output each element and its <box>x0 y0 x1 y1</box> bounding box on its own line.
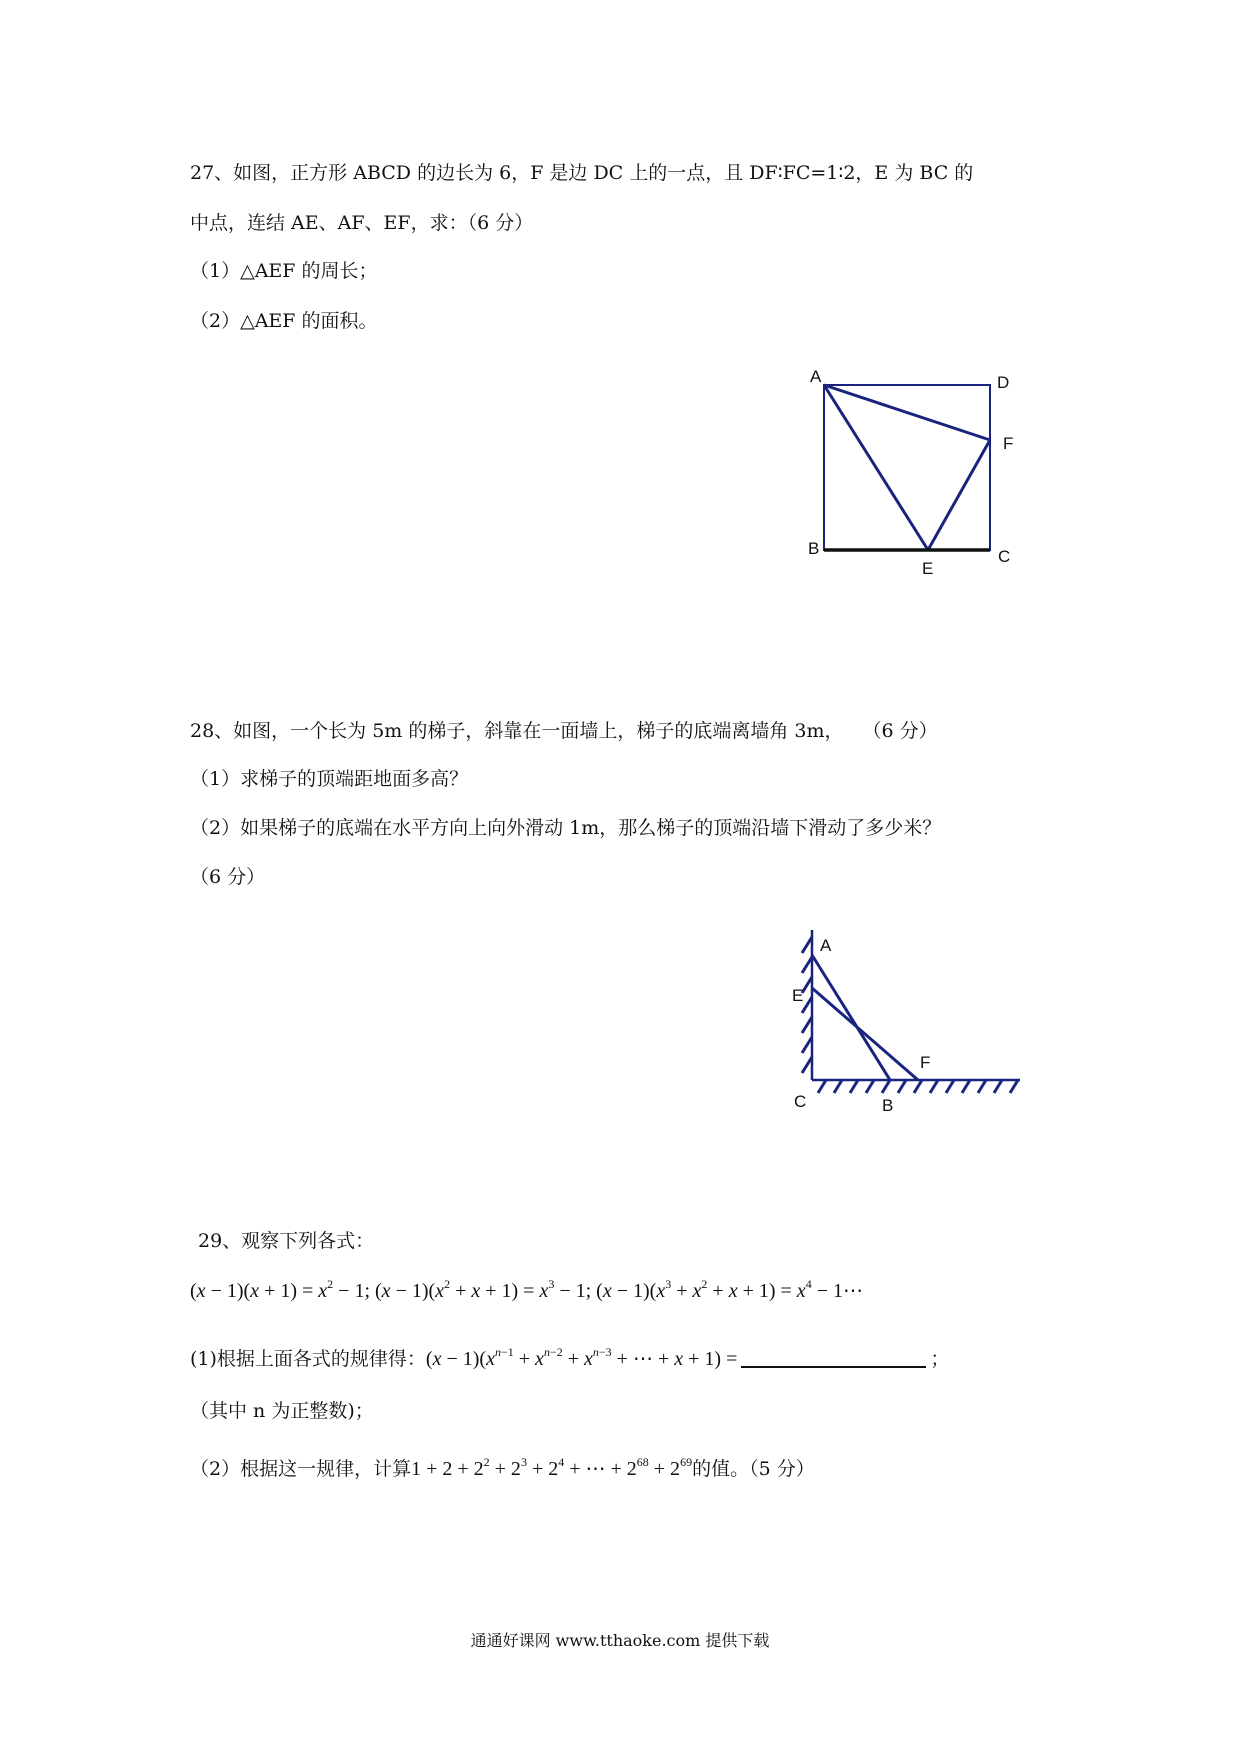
q28-sub2: （2）如果梯子的底端在水平方向上向外滑动 1m，那么梯子的顶端沿墙下滑动了多少米？ <box>190 817 942 839</box>
label-e: E <box>922 559 934 578</box>
q27-line1: 27、如图，正方形 ABCD 的边长为 6，F 是边 DC 上的一点，且 DF∶FC=1∶2，E 为 BC 的 <box>190 162 974 184</box>
label-f: F <box>1003 434 1014 453</box>
q28-line1: 28、如图，一个长为 5m 的梯子，斜靠在一面墙上，梯子的底端离墙角 3m， （6 分） <box>190 720 938 742</box>
label-a: A <box>810 367 822 386</box>
label-c: C <box>794 1092 807 1111</box>
q29-sub2-formula: $1 + 2 + 2^2 + 2^3 + 2^4$ + ⋯ + $2^{68} + 2^{69}$ <box>411 1455 693 1480</box>
q29-observed-formulas: $(x - 1)(x + 1) = x^2 - 1$; $(x - 1)(x^2 + x + 1) = x^3 - 1$; $(x - 1)(x^3 + x^2 + x + 1) = x^4$ − 1⋯ <box>190 1277 863 1302</box>
q29-sub2-suffix: 的值。（5 分） <box>692 1458 815 1480</box>
wall-hatch-marks <box>802 937 812 1073</box>
ladder-ab <box>812 955 890 1080</box>
q29-answer-blank <box>741 1348 926 1368</box>
q28-sub2-points: （6 分） <box>190 866 266 888</box>
q29-sub1-formula: $(x - 1)(x^{n-1} + x^{n-2} + x^{n-3}$ + ⋯ + x + 1) = <box>425 1345 738 1370</box>
q28-sub1: （1）求梯子的顶端距地面多高？ <box>190 768 469 790</box>
q27-sub2: （2）△AEF 的面积。 <box>190 310 378 332</box>
q29-sub1-note: （其中 n 为正整数)； <box>190 1400 374 1422</box>
label-a: A <box>820 936 832 955</box>
q27-sub1: （1）△AEF 的周长； <box>190 260 378 282</box>
label-c: C <box>998 547 1011 566</box>
label-d: D <box>997 373 1010 392</box>
q29-sub2-prefix: （2）根据这一规律，计算 <box>190 1458 412 1480</box>
label-f: F <box>920 1053 931 1072</box>
label-b: B <box>808 539 820 558</box>
q29-line1: 29、观察下列各式： <box>198 1230 375 1252</box>
q29-sub2 <box>190 1456 815 1482</box>
label-b: B <box>882 1096 894 1115</box>
segment-af <box>824 385 990 440</box>
q27-line2: 中点，连结 AE、AF、EF，求：（6 分） <box>190 212 534 234</box>
ladder-ef <box>812 988 918 1080</box>
segment-ef <box>928 440 990 550</box>
q29-sub1: (1)根据上面各式的规律得：$(x - 1)(x^{n-1} + x^{n-2} + x^{n-3}$ + ⋯ + x + 1) = ； <box>190 1345 950 1370</box>
page-footer: 通通好课网 www.tthaoke.com 提供下载 <box>470 1631 770 1650</box>
ladder-figure <box>790 925 1030 1120</box>
square-abcd <box>824 385 990 550</box>
square-figure <box>800 360 1030 580</box>
label-e: E <box>792 986 804 1005</box>
q29-sub1-prefix: (1)根据上面各式的规律得： <box>190 1348 426 1370</box>
ground-hatch-marks <box>818 1080 1018 1093</box>
segment-ae <box>824 385 928 550</box>
